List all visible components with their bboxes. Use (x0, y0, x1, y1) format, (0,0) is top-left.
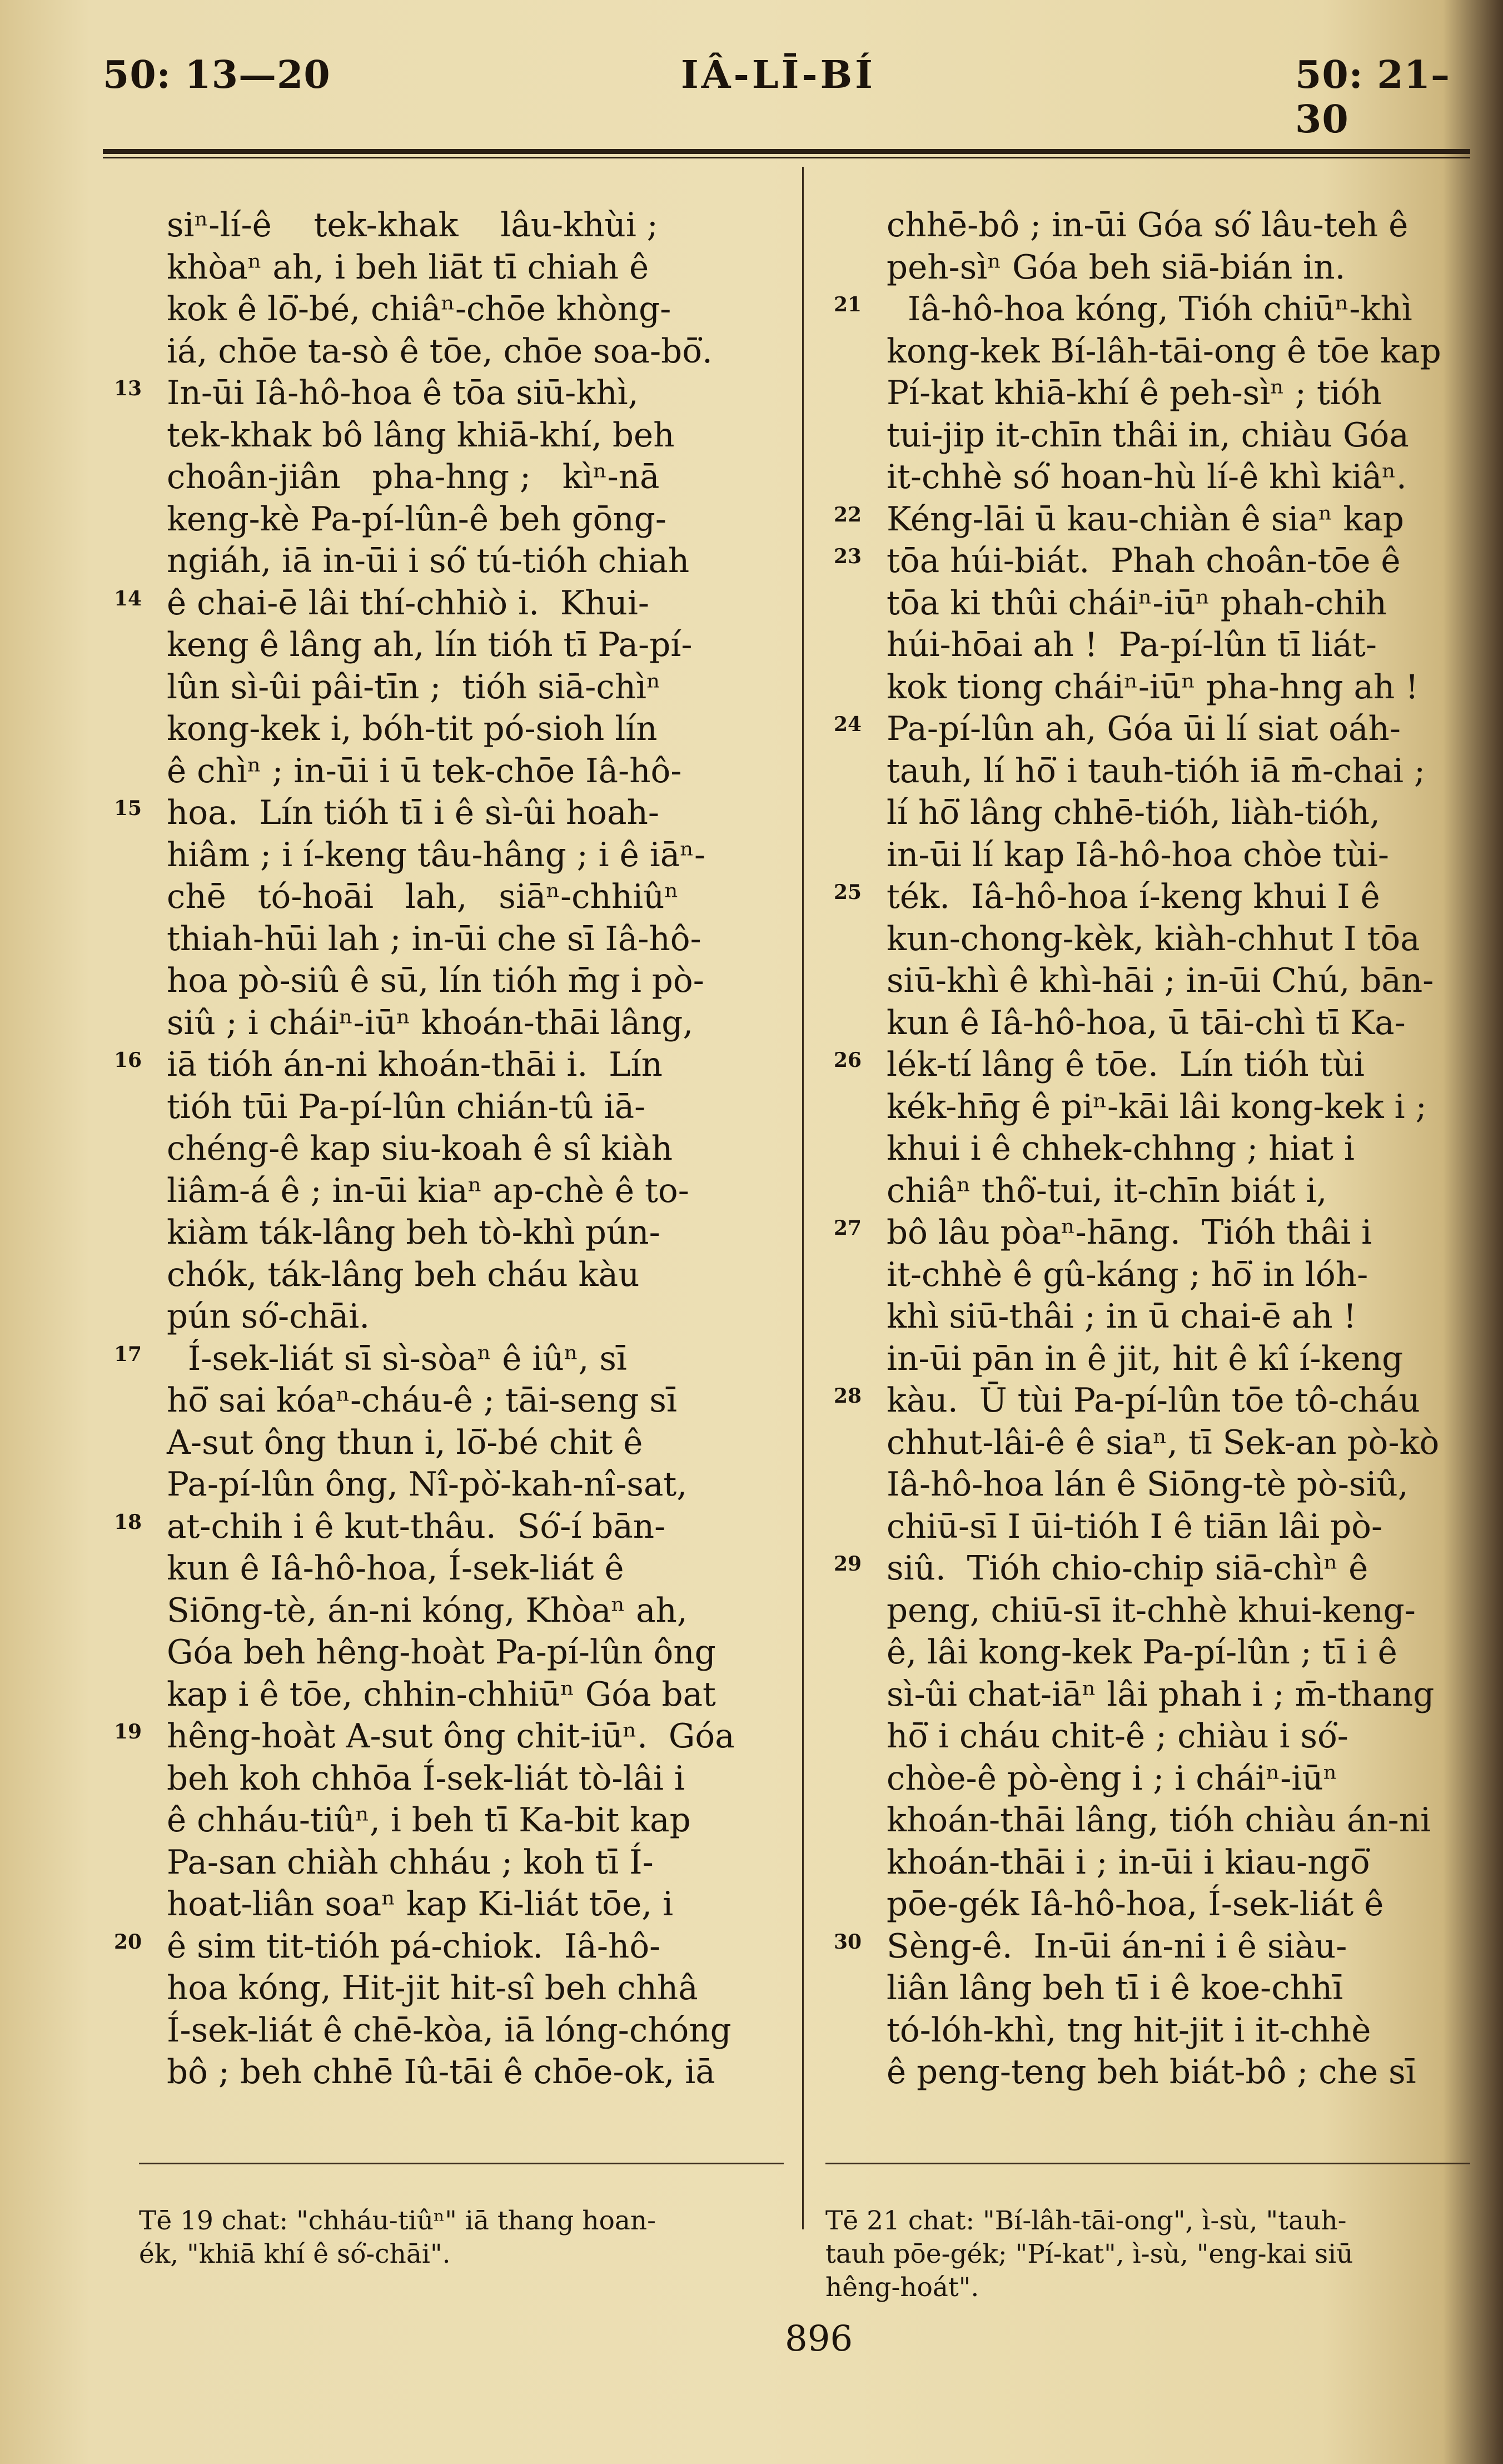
verse-number: 19 (114, 1720, 142, 1743)
line-text: ê chháu-tiûⁿ, i beh tī Ka-bit kap (167, 1801, 691, 1840)
text-line (887, 1254, 1470, 1296)
line-text: Pa-san chiàh chháu ; koh tī Í- (167, 1843, 654, 1882)
line-text: khoán-thāi lâng, tióh chiàu án-ni (887, 1801, 1431, 1840)
text-line (167, 667, 789, 709)
line-text: siû ; i cháiⁿ-iūⁿ khoán-thāi lâng, (167, 1004, 694, 1042)
text-line (114, 583, 789, 625)
line-text: keng ê lâng ah, lín tióh tī Pa-pí- (167, 626, 693, 664)
text-line (167, 1632, 789, 1674)
footnote-right (825, 2204, 1353, 2304)
text-line (887, 751, 1470, 793)
line-text: Iâ-hô-hoa lán ê Siōng-tè pò-siû, (887, 1466, 1409, 1504)
footnote-line: Tē 19 chat: "chháu-tiûⁿ" iā thang hoan- (139, 2205, 656, 2236)
line-text: choân-jiân pha-hng ; kìⁿ-nā (167, 458, 660, 496)
text-line (887, 1716, 1470, 1758)
line-text: hoa pò-siû ê sū, lín tióh m̄g i pò- (167, 962, 704, 1000)
line-text: Pí-kat khiā-khí ê peh-sìⁿ ; tióh (887, 374, 1382, 413)
line-text: it-chhè ê gû-káng ; hō͘ in lóh- (887, 1255, 1368, 1294)
line-text: tōa ki thûi cháiⁿ-iūⁿ phah-chih (887, 584, 1387, 623)
text-line (167, 1002, 789, 1045)
verse-number: 28 (834, 1384, 862, 1408)
text-line (167, 1674, 789, 1716)
left-text-column (114, 205, 789, 2094)
text-line (887, 1002, 1470, 1045)
right-text-column (834, 205, 1470, 2094)
line-text: tōa húi-biát. Phah choân-tōe ê (887, 542, 1401, 580)
text-line (114, 1044, 789, 1086)
text-line (887, 834, 1470, 877)
footnote-line: hêng-hoát". (825, 2272, 979, 2303)
line-text: Siōng-tè, án-ni kóng, Khòaⁿ ah, (167, 1591, 688, 1630)
line-text: iá, chōe ta-sò ê tōe, chōe soa-bō͘. (167, 332, 713, 371)
text-line (834, 1044, 1470, 1086)
text-line (167, 624, 789, 667)
text-line (167, 960, 789, 1002)
text-line (887, 1128, 1470, 1170)
text-line (887, 1296, 1470, 1338)
line-text: keng-kè Pa-pí-lûn-ê beh gōng- (167, 500, 666, 539)
text-line (887, 1800, 1470, 1842)
line-text: Pa-pí-lûn ah, Góa ūi lí siat oáh- (887, 710, 1401, 748)
text-line (167, 540, 789, 583)
text-line (834, 1548, 1470, 1590)
column-divider (802, 167, 804, 2229)
line-text: liâm-á ê ; in-ūi kiaⁿ ap-chè ê to- (167, 1171, 689, 1210)
line-text: ê chìⁿ ; in-ūi i ū tek-chōe Iâ-hô- (167, 752, 682, 791)
verse-number: 27 (834, 1216, 862, 1240)
line-text: tó-lóh-khì, tng hit-jit i it-chhè (887, 2011, 1371, 2050)
verse-number: 30 (834, 1930, 862, 1954)
verse-number: 26 (834, 1049, 862, 1072)
verse-number: 24 (834, 713, 862, 736)
footnote-line: ék, "khiā khí ê só͘-chāi". (139, 2239, 451, 2269)
line-text: kap i ê tōe, chhin-chhiūⁿ Góa bat (167, 1675, 716, 1714)
line-text: kun ê Iâ-hô-hoa, ū tāi-chì tī Ka- (887, 1004, 1406, 1042)
text-line (114, 372, 789, 415)
text-line (887, 205, 1470, 247)
line-text: ê peng-teng beh biát-bô ; che sī (887, 2053, 1416, 2092)
line-text: kong-kek i, bóh-tit pó-sioh lín (167, 710, 658, 748)
line-text: hoa. Lín tióh tī i ê sì-ûi hoah- (167, 794, 660, 832)
text-line (114, 1716, 789, 1758)
text-line (887, 1086, 1470, 1129)
text-line (167, 1086, 789, 1129)
text-line (887, 1590, 1470, 1632)
text-line (834, 1380, 1470, 1422)
line-text: bô lâu pòaⁿ-hāng. Tióh thâi i (887, 1214, 1372, 1252)
text-line (887, 918, 1470, 961)
line-text: siū-khì ê khì-hāi ; in-ūi Chú, bān- (887, 962, 1434, 1000)
header-rule-thick (103, 149, 1470, 154)
text-line (167, 1590, 789, 1632)
line-text: Pa-pí-lûn ông, Nî-pò͘-kah-nî-sat, (167, 1466, 688, 1504)
page-number: 896 (785, 2318, 853, 2359)
header-book-title: IÂ-LĪ-BÍ (681, 53, 875, 97)
text-line (834, 708, 1470, 751)
line-text: at-chih i ê kut-thâu. Só͘-í bān- (167, 1507, 666, 1546)
line-text: lûn sì-ûi pâi-tīn ; tióh siā-chìⁿ (167, 668, 661, 707)
text-line (834, 876, 1470, 918)
line-text: bô ; beh chhē Iû-tāi ê chōe-ok, iā (167, 2053, 715, 2092)
footnote-line: tauh pōe-gék; "Pí-kat", ì-sù, "eng-kai siū (825, 2239, 1353, 2269)
text-line (167, 1842, 789, 1884)
text-line (114, 792, 789, 834)
line-text: hêng-hoàt A-sut ông chit-iūⁿ. Góa (167, 1717, 735, 1756)
line-text: chók, ták-lâng beh cháu kàu (167, 1255, 640, 1294)
text-line (887, 247, 1470, 289)
text-line (887, 415, 1470, 457)
footnote-left (139, 2204, 656, 2271)
line-text: hoat-liân soaⁿ kap Ki-liát tōe, i (167, 1885, 674, 1924)
text-line (167, 918, 789, 961)
line-text: chòe-ê pò-èng i ; i cháiⁿ-iūⁿ (887, 1759, 1338, 1798)
text-line (167, 834, 789, 877)
line-text: liân lâng beh tī i ê koe-chhī (887, 1969, 1343, 2008)
line-text: lí hō͘ lâng chhē-tióh, liàh-tióh, (887, 794, 1380, 832)
line-text: chiū-sī I ūi-tióh I ê tiān lâi pò- (887, 1507, 1383, 1546)
text-line (167, 1464, 789, 1506)
text-line (834, 499, 1470, 541)
verse-number: 13 (114, 377, 142, 400)
line-text: in-ūi pān in ê jit, hit ê kî í-keng (887, 1339, 1404, 1378)
line-text: Kéng-lāi ū kau-chiàn ê siaⁿ kap (887, 500, 1405, 539)
line-text: ê chai-ē lâi thí-chhiò i. Khui- (167, 584, 650, 623)
line-text: sì-ûi chat-iāⁿ lâi phah i ; m̄-thang (887, 1675, 1435, 1714)
line-text: khòaⁿ ah, i beh liāt tī chiah ê (167, 248, 649, 287)
text-line (167, 1254, 789, 1296)
footnote-rule-left (139, 2163, 784, 2164)
text-line (167, 1758, 789, 1800)
text-line (887, 1674, 1470, 1716)
line-text: Í-sek-liát ê chē-kòa, iā lóng-chóng (167, 2011, 731, 2050)
text-line (167, 1968, 789, 2010)
text-line (887, 1170, 1470, 1213)
text-line (834, 289, 1470, 331)
text-line (887, 2010, 1470, 2052)
text-line (887, 960, 1470, 1002)
line-text: Góa beh hêng-hoàt Pa-pí-lûn ông (167, 1633, 716, 1672)
line-text: Í-sek-liát sī sì-sòaⁿ ê iûⁿ, sī (167, 1339, 627, 1378)
text-line (167, 2051, 789, 2094)
line-text: Sèng-ê. In-ūi án-ni i ê siàu- (887, 1927, 1347, 1966)
text-line (167, 708, 789, 751)
line-text: chiâⁿ thô͘-tui, it-chīn biát i, (887, 1171, 1327, 1210)
text-line (887, 1842, 1470, 1884)
line-text: khui i ê chhek-chhng ; hiat i (887, 1130, 1355, 1168)
text-line (887, 456, 1470, 499)
line-text: ngiáh, iā in-ūi i só͘ tú-tióh chiah (167, 542, 690, 580)
text-line (114, 1506, 789, 1548)
line-text: chē tó-hoāi lah, siāⁿ-chhiûⁿ (167, 878, 679, 916)
verse-number: 25 (834, 881, 862, 904)
text-line (167, 499, 789, 541)
line-text: thiah-hūi lah ; in-ūi che sī Iâ-hô- (167, 920, 701, 958)
footnote-rule-right (825, 2163, 1470, 2164)
text-line (887, 1758, 1470, 1800)
text-line (887, 1338, 1470, 1380)
text-line (887, 1632, 1470, 1674)
text-line (167, 247, 789, 289)
text-line (887, 1884, 1470, 1926)
line-text: Iâ-hô-hoa kóng, Tióh chiūⁿ-khì (887, 290, 1412, 329)
text-line (167, 1548, 789, 1590)
line-text: peng, chiū-sī it-chhè khui-keng- (887, 1591, 1416, 1630)
line-text: A-sut ông thun i, lō͘-bé chit ê (167, 1423, 643, 1462)
verse-number: 17 (114, 1342, 142, 1366)
line-text: kong-kek Bí-lâh-tāi-ong ê tōe kap (887, 332, 1441, 371)
line-text: tui-jip it-chīn thâi in, chiàu Góa (887, 416, 1409, 455)
text-line (167, 289, 789, 331)
text-line (167, 1380, 789, 1422)
line-text: khì siū-thâi ; in ū chai-ē ah ! (887, 1298, 1357, 1336)
line-text: hoa kóng, Hit-jit hit-sî beh chhâ (167, 1969, 698, 2008)
line-text: lék-tí lâng ê tōe. Lín tióh tùi (887, 1046, 1365, 1084)
verse-number: 14 (114, 587, 142, 610)
line-text: ê, lâi kong-kek Pa-pí-lûn ; tī i ê (887, 1633, 1397, 1672)
header-left-reference: 50: 13—20 (103, 53, 331, 97)
text-line (887, 624, 1470, 667)
line-text: ê sim tit-tióh pá-chiok. Iâ-hô- (167, 1927, 661, 1966)
text-line (167, 456, 789, 499)
text-line (167, 1128, 789, 1170)
line-text: chéng-ê kap siu-koah ê sî kiàh (167, 1130, 673, 1168)
line-text: chhē-bô ; in-ūi Góa só͘ lâu-teh ê (887, 206, 1409, 245)
text-line (887, 1422, 1470, 1464)
verse-number: 15 (114, 797, 142, 820)
line-text: tek-khak bô lâng khiā-khí, beh (167, 416, 675, 455)
line-text: ték. Iâ-hô-hoa í-keng khui I ê (887, 878, 1380, 916)
text-line (167, 1296, 789, 1338)
text-line (834, 1926, 1470, 1968)
text-line (167, 1884, 789, 1926)
text-line (887, 1464, 1470, 1506)
verse-number: 18 (114, 1510, 142, 1534)
verse-number: 21 (834, 293, 862, 316)
text-line (887, 2051, 1470, 2094)
text-line (887, 667, 1470, 709)
line-text: húi-hōai ah ! Pa-pí-lûn tī liát- (887, 626, 1377, 664)
line-text: khoán-thāi i ; in-ūi i kiau-ngō͘ (887, 1843, 1370, 1882)
line-text: it-chhè só͘ hoan-hù lí-ê khì kiâⁿ. (887, 458, 1407, 496)
text-line (887, 1968, 1470, 2010)
line-text: tauh, lí hō͘ i tauh-tióh iā m̄-chai ; (887, 752, 1425, 791)
verse-number: 16 (114, 1049, 142, 1072)
text-line (834, 540, 1470, 583)
line-text: siⁿ-lí-ê tek-khak lâu-khùi ; (167, 206, 658, 245)
text-line (167, 415, 789, 457)
text-line (114, 1926, 789, 1968)
line-text: In-ūi Iâ-hô-hoa ê tōa siū-khì, (167, 374, 639, 413)
text-line (887, 372, 1470, 415)
line-text: tióh tūi Pa-pí-lûn chián-tû iā- (167, 1087, 646, 1126)
line-text: kok ê lō͘-bé, chiâⁿ-chōe khòng- (167, 290, 671, 329)
line-text: pōe-gék Iâ-hô-hoa, Í-sek-liát ê (887, 1885, 1384, 1924)
line-text: pún só͘-chāi. (167, 1298, 370, 1336)
text-line (167, 205, 789, 247)
text-line (834, 1212, 1470, 1254)
verse-number: 23 (834, 545, 862, 568)
line-text: beh koh chhōa Í-sek-liát tò-lâi i (167, 1759, 685, 1798)
footnote-line: Tē 21 chat: "Bí-lâh-tāi-ong", ì-sù, "tauh- (825, 2205, 1347, 2236)
line-text: kàu. Ū tùi Pa-pí-lûn tōe tô-cháu (887, 1382, 1420, 1420)
line-text: hō͘ sai kóaⁿ-cháu-ê ; tāi-seng sī (167, 1382, 677, 1420)
text-line (167, 2010, 789, 2052)
line-text: iā tióh án-ni khoán-thāi i. Lín (167, 1046, 663, 1084)
line-text: kok tiong cháiⁿ-iūⁿ pha-hng ah ! (887, 668, 1419, 707)
line-text: kék-hn̄g ê piⁿ-kāi lâi kong-kek i ; (887, 1087, 1427, 1126)
line-text: siû. Tióh chio-chip siā-chìⁿ ê (887, 1549, 1368, 1588)
text-line (887, 583, 1470, 625)
line-text: kun-chong-kèk, kiàh-chhut I tōa (887, 920, 1420, 958)
verse-number: 22 (834, 503, 862, 526)
text-line (167, 1170, 789, 1213)
line-text: hiâm ; i í-keng tâu-hâng ; i ê iāⁿ- (167, 836, 706, 875)
text-line (167, 1800, 789, 1842)
text-line (167, 1422, 789, 1464)
line-text: hō͘ i cháu chit-ê ; chiàu i só͘- (887, 1717, 1348, 1756)
text-line (167, 331, 789, 373)
text-line (887, 792, 1470, 834)
header-rule-thin (103, 157, 1470, 158)
line-text: peh-sìⁿ Góa beh siā-bián in. (887, 248, 1346, 287)
line-text: kun ê Iâ-hô-hoa, Í-sek-liát ê (167, 1549, 624, 1588)
line-text: kiàm ták-lâng beh tò-khì pún- (167, 1214, 660, 1252)
header-right-reference: 50: 21–30 (1295, 53, 1451, 142)
text-line (167, 751, 789, 793)
line-text: chhut-lâi-ê ê siaⁿ, tī Sek-an pò-kò (887, 1423, 1440, 1462)
text-line (167, 876, 789, 918)
text-line (167, 1212, 789, 1254)
text-line (887, 331, 1470, 373)
line-text: in-ūi lí kap Iâ-hô-hoa chòe tùi- (887, 836, 1390, 875)
verse-number: 29 (834, 1552, 862, 1576)
verse-number: 20 (114, 1930, 142, 1954)
text-line (114, 1338, 789, 1380)
text-line (887, 1506, 1470, 1548)
